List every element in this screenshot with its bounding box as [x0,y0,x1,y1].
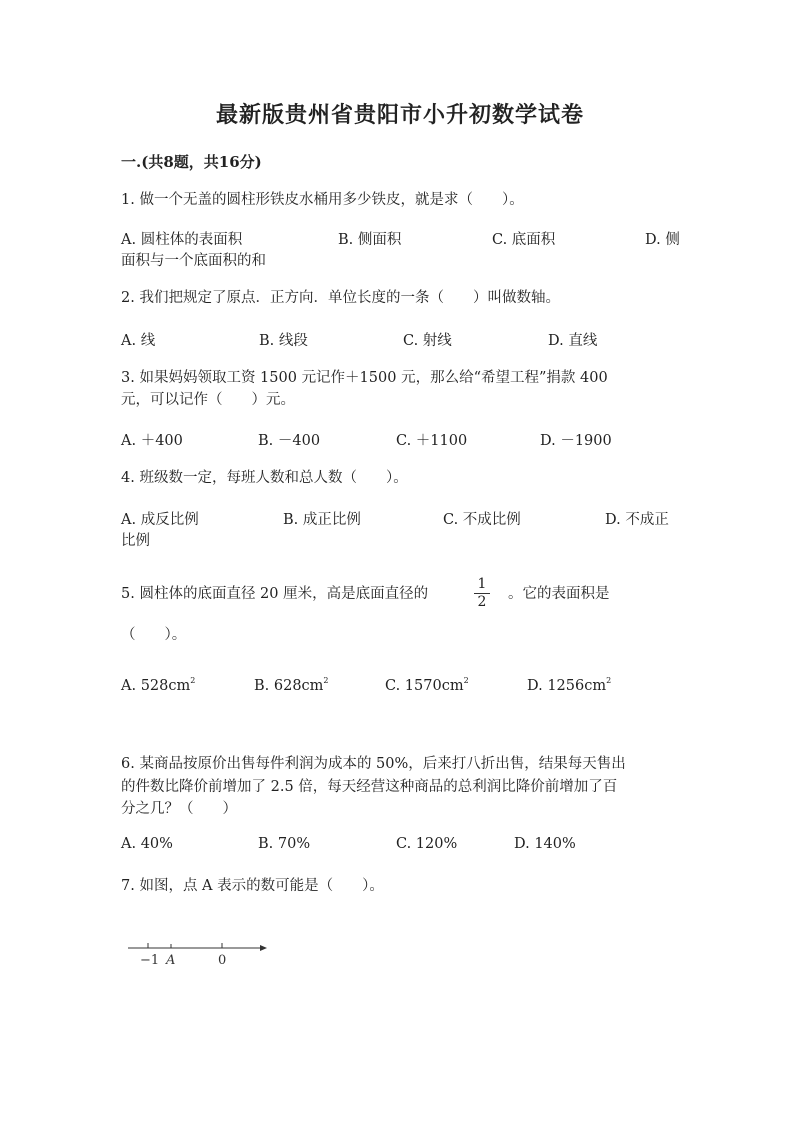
question-3-line-1: 3. 如果妈妈领取工资 1500 元记作＋1500 元，那么给“希望工程”捐款 400 [121,370,608,386]
q5-option-a: A. $528cm^2$ [121,676,196,694]
q3-option-a: A. ＋400 [121,433,183,449]
q1-option-c: C. 底面积 [492,232,556,248]
q4-option-d: D. 不成正 [605,512,669,528]
label-zero: 0 [218,953,227,968]
q4-option-c: C. 不成比例 [443,512,521,528]
q1-option-b: B. 侧面积 [338,232,402,248]
q2-option-d: D. 直线 [548,333,598,349]
q6-option-b: B. 70% [258,836,311,852]
q3-option-d: D. －1900 [540,433,612,449]
question-6-line-1: 6. 某商品按原价出售每件利润为成本的 50%，后来打八折出售，结果每天售出 [121,756,626,772]
q5-option-b: B. $628cm^2$ [254,676,329,694]
label-point-a: A [166,953,176,968]
question-6-line-3: 分之几？（ ） [121,801,237,817]
question-5-part-1: 5. 圆柱体的底面直径 20 厘米，高是底面直径的 [121,586,429,602]
question-4: 4. 班级数一定，每班人数和总人数（ ）。 [121,470,408,486]
q3-option-c: C. ＋1100 [396,433,468,449]
q6-option-d: D. 140% [514,836,576,852]
number-line-arrow [260,945,267,951]
q5-option-c: C. $1570cm^2$ [385,676,469,694]
q1-option-a: A. 圆柱体的表面积 [121,232,243,248]
q6-option-a: A. 40% [121,836,173,852]
q4-option-a: A. 成反比例 [121,512,199,528]
question-5-line-2: （ ）。 [121,627,187,643]
q5-option-d: D. $1256cm^2$ [527,676,612,694]
question-2: 2. 我们把规定了原点．正方向．单位长度的一条（ ）叫做数轴。 [121,290,560,306]
q3-option-b: B. －400 [258,433,321,449]
q4-option-b: B. 成正比例 [283,512,361,528]
question-5-part-2: 。它的表面积是 [508,586,610,602]
question-7: 7. 如图，点 A 表示的数可能是（ ）。 [121,878,384,894]
q4-option-d-continued: 比例 [121,533,150,549]
question-3-line-2: 元，可以记作（ ）元。 [121,392,295,408]
question-1: 1. 做一个无盖的圆柱形铁皮水桶用多少铁皮，就是求（ ）。 [121,192,524,208]
q6-option-c: C. 120% [396,836,458,852]
q1-option-d-continued: 面积与一个底面积的和 [121,253,266,269]
number-line-figure [120,936,280,970]
page-title: 最新版贵州省贵阳市小升初数学试卷 [215,102,584,128]
q2-option-c: C. 射线 [403,333,452,349]
question-6-line-2: 的件数比降价前增加了 2.5 倍，每天经营这种商品的总利润比降价前增加了百 [121,779,618,795]
label-minus-one: −1 [140,953,160,968]
fraction-one-half [474,577,490,610]
q2-option-b: B. 线段 [259,333,308,349]
section-header: 一.(共8题，共16分) [121,153,262,171]
fraction-numerator: 1 [477,576,487,592]
fraction-denominator: 2 [477,594,487,610]
q1-option-d: D. 侧 [645,232,680,248]
q2-option-a: A. 线 [121,333,156,349]
